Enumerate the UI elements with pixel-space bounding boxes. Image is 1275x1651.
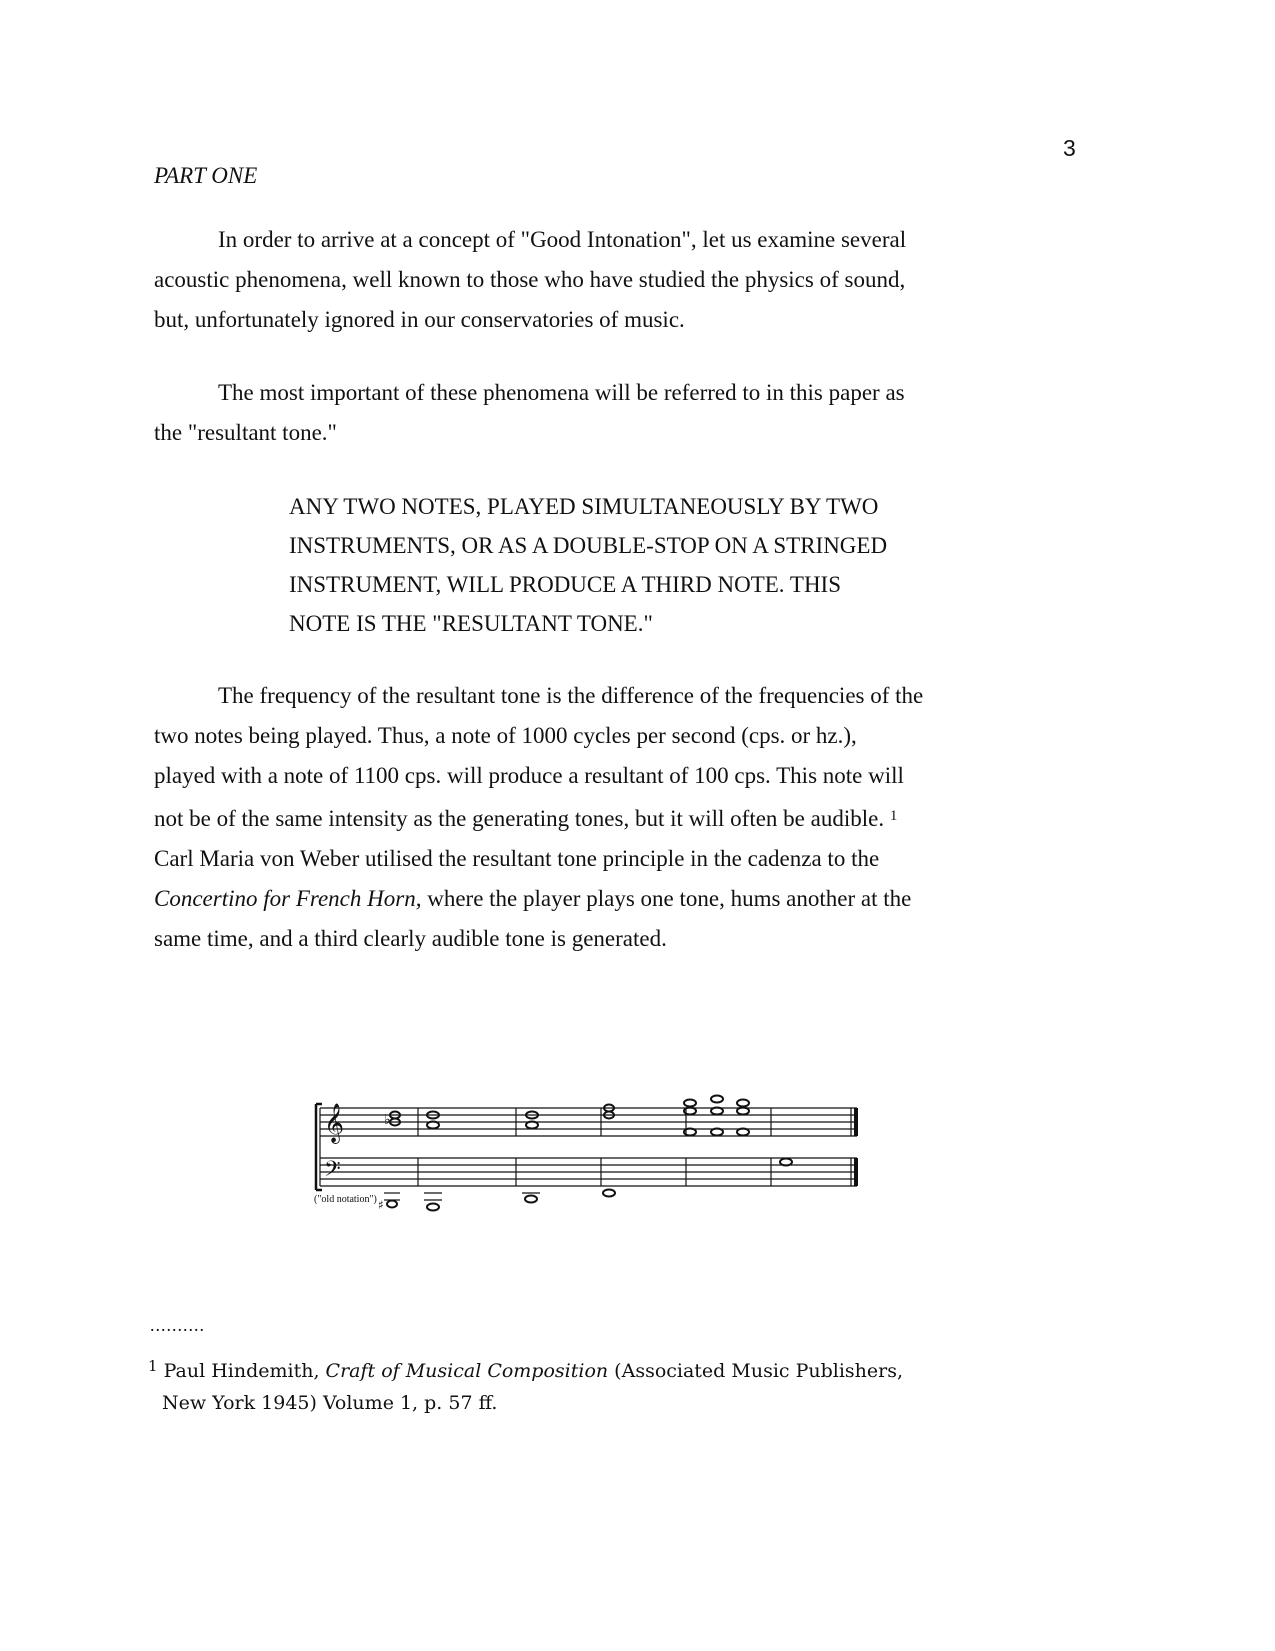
text-line: acoustic phenomena, well known to those who have studied the physics of sound,	[154, 267, 906, 292]
text-line: but, unfortunately ignored in our conservatories of music.	[154, 307, 685, 332]
paragraph-frequency	[154, 676, 1044, 959]
text-line: same time, and a third clearly audible tone is generated.	[154, 926, 667, 951]
footnote-number: 1	[148, 1357, 158, 1375]
bass-clef-icon: 𝄢	[324, 1157, 341, 1187]
callout-line: INSTRUMENTS, OR AS A DOUBLE-STOP ON A STRINGED	[289, 533, 888, 558]
work-title: Concertino for French Horn,	[154, 886, 422, 911]
paragraph-intro	[154, 220, 1044, 340]
paragraph-phenomena	[154, 373, 1044, 453]
section-title: PART ONE	[154, 163, 258, 188]
callout-line: ANY TWO NOTES, PLAYED SIMULTANEOUSLY BY TWO	[289, 494, 879, 519]
text-line: not be of the same intensity as the generating tones, but it will often be audible. $^1$	[154, 806, 898, 831]
cited-title: Craft of Musical Composition	[325, 1360, 609, 1382]
old-notation-label: ("old notation")	[314, 1194, 377, 1205]
text-line: The most important of these phenomena will be referred to in this paper as	[218, 380, 905, 405]
text-line: two notes being played. Thus, a note of 1000 cycles per second (cps. or hz.),	[154, 723, 857, 748]
text-line: The frequency of the resultant tone is the difference of the frequencies of the	[218, 683, 924, 708]
footnote	[148, 1350, 1048, 1419]
treble-clef-icon: 𝄞	[324, 1103, 345, 1143]
text-line: Carl Maria von Weber utilised the resultant tone principle in the cadenza to the	[154, 846, 880, 871]
callout-line: NOTE IS THE "RESULTANT TONE."	[289, 611, 653, 636]
callout-line: INSTRUMENT, WILL PRODUCE A THIRD NOTE. THIS	[289, 572, 841, 597]
bass-staff	[320, 1158, 857, 1186]
text-line: In order to arrive at a concept of "Good Intonation", let us examine several	[218, 227, 907, 252]
text-line: the "resultant tone."	[154, 420, 337, 445]
footnote-line: New York 1945) Volume 1, p. 57 ff.	[162, 1392, 498, 1414]
text-line: played with a note of 1100 cps. will produce a resultant of 100 cps. This note will	[154, 763, 904, 788]
system-brace	[316, 1104, 322, 1190]
page-number: 3	[1063, 135, 1076, 161]
music-score	[300, 1090, 900, 1230]
footnote-reference[interactable]: 1	[889, 808, 898, 824]
text-line: Concertino for French Horn, where the player plays one tone, hums another at the	[154, 886, 912, 911]
sharp-icon: ♯	[378, 1198, 384, 1212]
flat-icon: ♭	[384, 1112, 391, 1128]
footnote-line: $^1$ Paul Hindemith, Craft of Musical Composition (Associated Music Publishers,	[148, 1357, 904, 1382]
resultant-tone-definition	[289, 487, 989, 643]
footnote-separator: ..........	[150, 1315, 205, 1335]
